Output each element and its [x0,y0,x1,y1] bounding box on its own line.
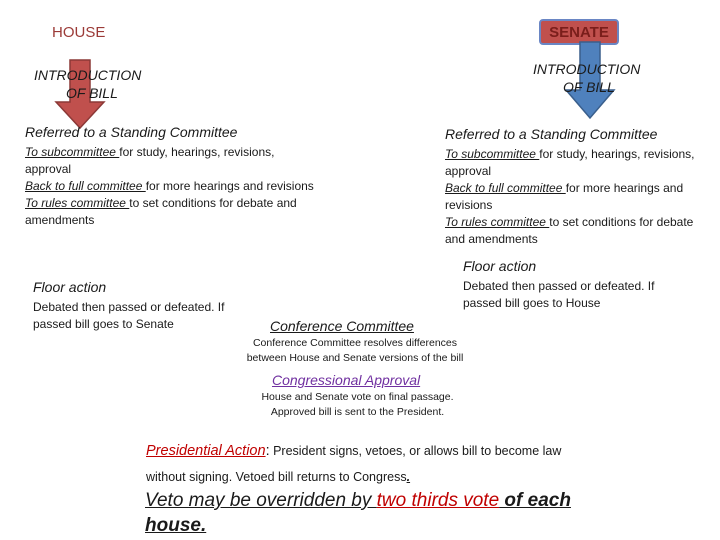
presidential-colon: : [265,443,270,459]
senate-floor-text: Debated then passed or defeated. If passed bill goes to House [463,279,655,310]
senate-step-rules [445,214,695,248]
conference-heading-text: Conference Committee [270,318,414,334]
house-floor-text: Debated then passed or defeated. If passed bill goes to Senate [33,300,225,331]
senate-step-full-text: for more hearings and revisions [445,181,684,212]
senate-step-rules-text: to set conditions for debate and amendments [445,215,694,246]
approval-text: House and Senate vote on final passage. Approved bill is sent to the President. [261,391,454,418]
house-step-subcommittee-text: for study, hearings, revisions, approval [25,145,275,176]
conference-text: Conference Committee resolves differences between House and Senate versions of the bill [246,337,464,364]
senate-intro-line1: INTRODUCTION [533,61,641,77]
house-committee-steps [25,144,315,229]
house-title: HOUSE [52,24,106,41]
senate-floor-heading: Floor action [463,258,537,274]
veto-tail: of each house. [145,490,571,536]
house-step-rules-link: To rules committee [25,196,130,210]
senate-step-full [445,180,695,214]
senate-step-subcommittee-text: for study, hearings, revisions, approval [445,147,695,178]
house-step-rules-text: to set conditions for debate and amendments [25,196,297,227]
senate-step-rules-link: To rules committee [445,215,550,229]
senate-committee-heading: Referred to a Standing Committee [445,126,658,142]
conference-heading [270,318,414,334]
house-intro [34,66,141,102]
approval-heading [272,372,420,388]
senate-intro-line2: OF BILL [563,79,615,95]
presidential-action [146,438,576,490]
presidential-text: President signs, vetoes, or allows bill to become law without signing. Vetoed bill returns to Congress [146,444,562,484]
senate-committee-steps [445,146,695,248]
presidential-heading: Presidential Action [146,443,266,459]
veto-highlight: two thirds vote [376,490,500,511]
senate-intro [533,60,640,96]
house-committee-heading: Referred to a Standing Committee [25,124,238,140]
house-step-full-link: Back to full committee [25,179,146,193]
house-step-full [25,178,315,195]
house-step-subcommittee-link: To subcommittee [25,145,120,159]
house-floor-heading: Floor action [33,279,107,295]
house-step-rules [25,195,315,229]
house-intro-line2: OF BILL [66,85,118,101]
senate-title: SENATE [549,24,609,41]
veto-lead: Veto may be overridden by [145,490,377,511]
senate-step-subcommittee [445,146,695,180]
approval-heading-text: Congressional Approval [272,372,421,388]
senate-step-full-link: Back to full committee [445,181,566,195]
senate-step-subcommittee-link: To subcommittee [445,147,540,161]
presidential-end: . [406,470,411,484]
house-step-full-text: for more hearings and revisions [145,179,314,193]
veto-statement [145,488,595,538]
house-intro-line1: INTRODUCTION [34,67,142,83]
house-step-subcommittee [25,144,315,178]
